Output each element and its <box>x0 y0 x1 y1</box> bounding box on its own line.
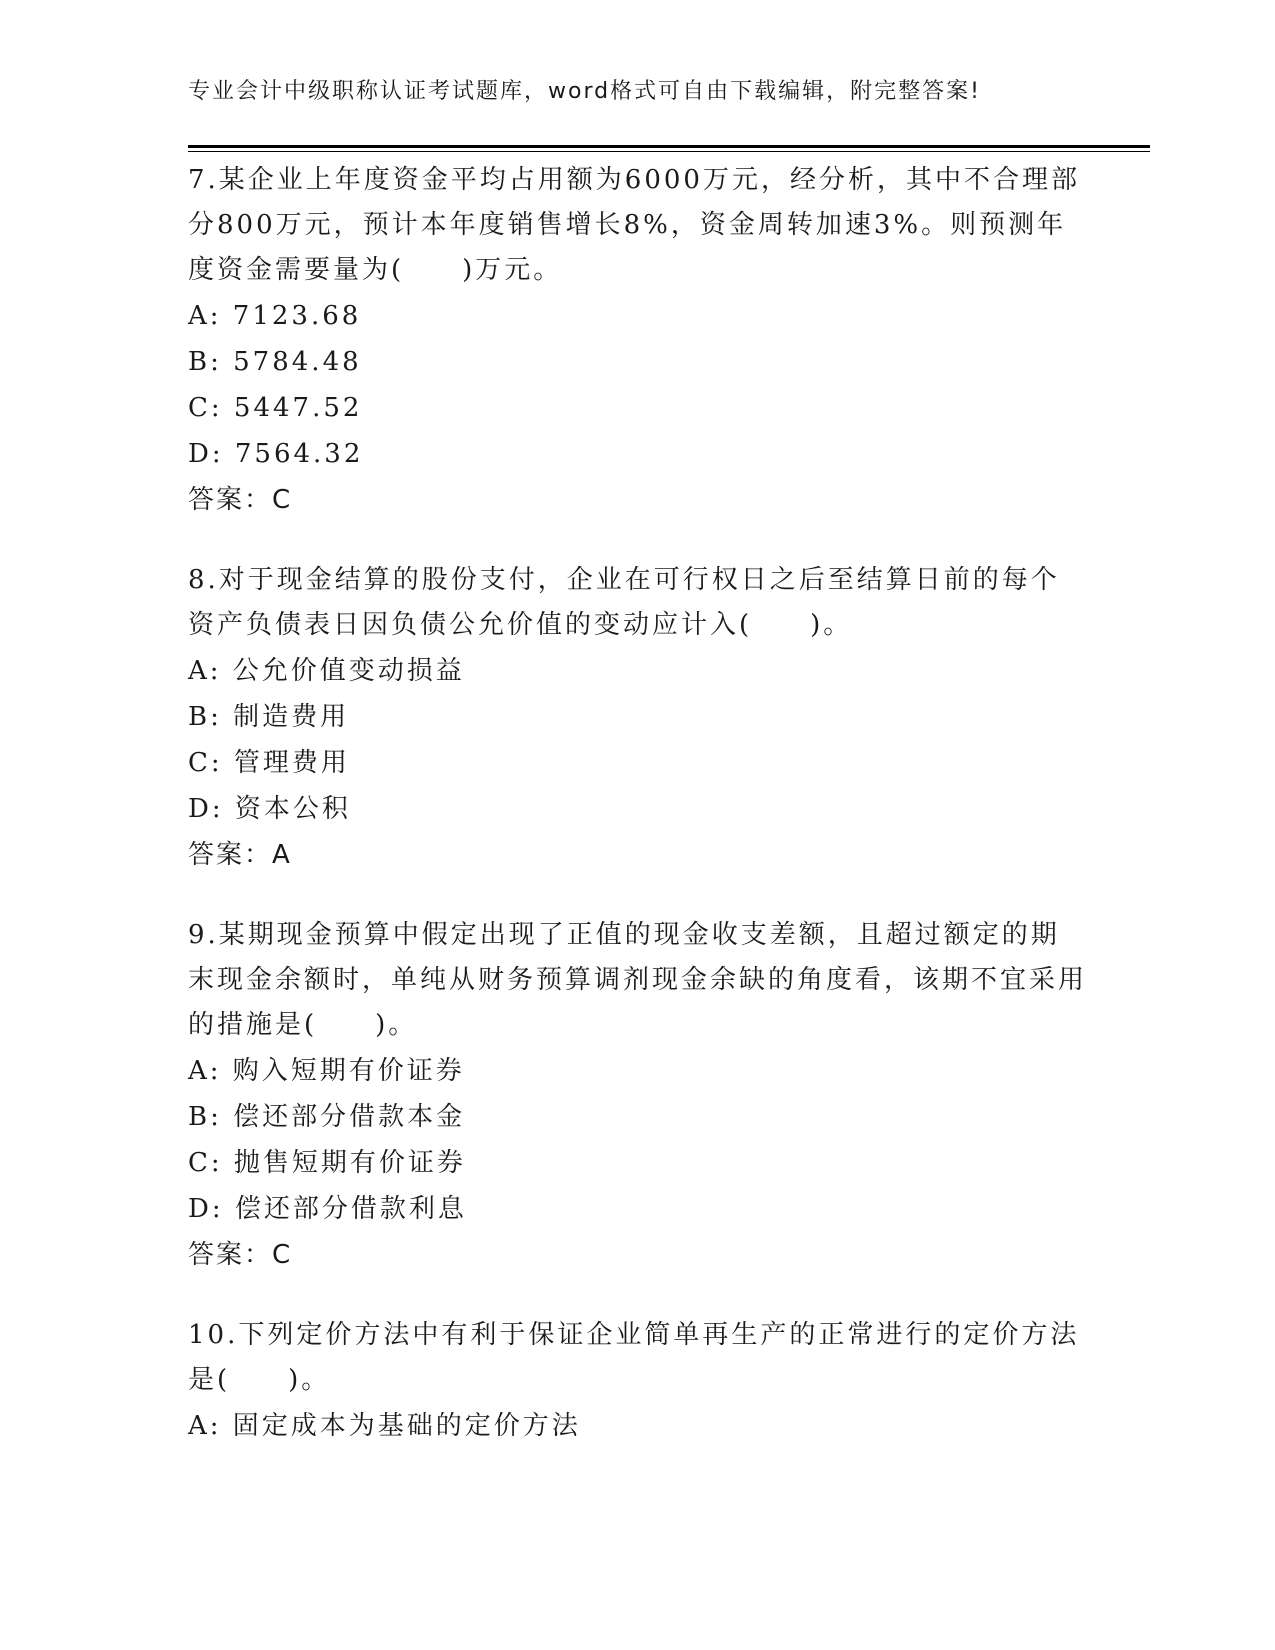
answer-line: 答案：C <box>188 485 293 515</box>
option-a: A: 固定成本为基础的定价方法 <box>188 1411 581 1441</box>
option-c: C: 管理费用 <box>188 748 350 778</box>
option-a: A: 7123.68 <box>188 301 362 331</box>
answer-line: 答案：A <box>188 840 292 870</box>
question-8 <box>188 558 1088 878</box>
question-stem: 8.对于现金结算的股份支付，企业在可行权日之后至结算日前的每个资产负债表日因负债公允价值的变动应计入( )。 <box>188 565 1060 640</box>
option-c: C: 5447.52 <box>188 393 363 423</box>
option-b: B: 制造费用 <box>188 702 350 732</box>
option-a: A: 购入短期有价证券 <box>188 1056 465 1086</box>
question-stem: 10.下列定价方法中有利于保证企业简单再生产的正常进行的定价方法是( )。 <box>188 1320 1080 1395</box>
header-rule-thin <box>188 151 1150 152</box>
question-9 <box>188 913 1088 1278</box>
header-rule-thick <box>188 145 1150 148</box>
option-d: D: 资本公积 <box>188 794 351 824</box>
question-7 <box>188 158 1088 523</box>
option-a: A: 公允价值变动损益 <box>188 656 465 686</box>
answer-line: 答案：C <box>188 1240 293 1270</box>
option-b: B: 偿还部分借款本金 <box>188 1102 466 1132</box>
option-c: C: 抛售短期有价证券 <box>188 1148 466 1178</box>
question-10 <box>188 1313 1088 1449</box>
page-header: 专业会计中级职称认证考试题库，word格式可自由下载编辑，附完整答案! <box>188 79 981 104</box>
option-b: B: 5784.48 <box>188 347 362 377</box>
option-d: D: 偿还部分借款利息 <box>188 1194 467 1224</box>
question-stem: 7.某企业上年度资金平均占用额为6000万元，经分析，其中不合理部分800万元，预计本年度销售增长8%，资金周转加速3%。则预测年度资金需要量为( )万元。 <box>188 165 1080 285</box>
question-list <box>188 158 1088 1484</box>
question-stem: 9.某期现金预算中假定出现了正值的现金收支差额，且超过额定的期末现金余额时，单纯从财务预算调剂现金余缺的角度看，该期不宜采用的措施是( )。 <box>188 920 1088 1040</box>
option-d: D: 7564.32 <box>188 439 364 469</box>
